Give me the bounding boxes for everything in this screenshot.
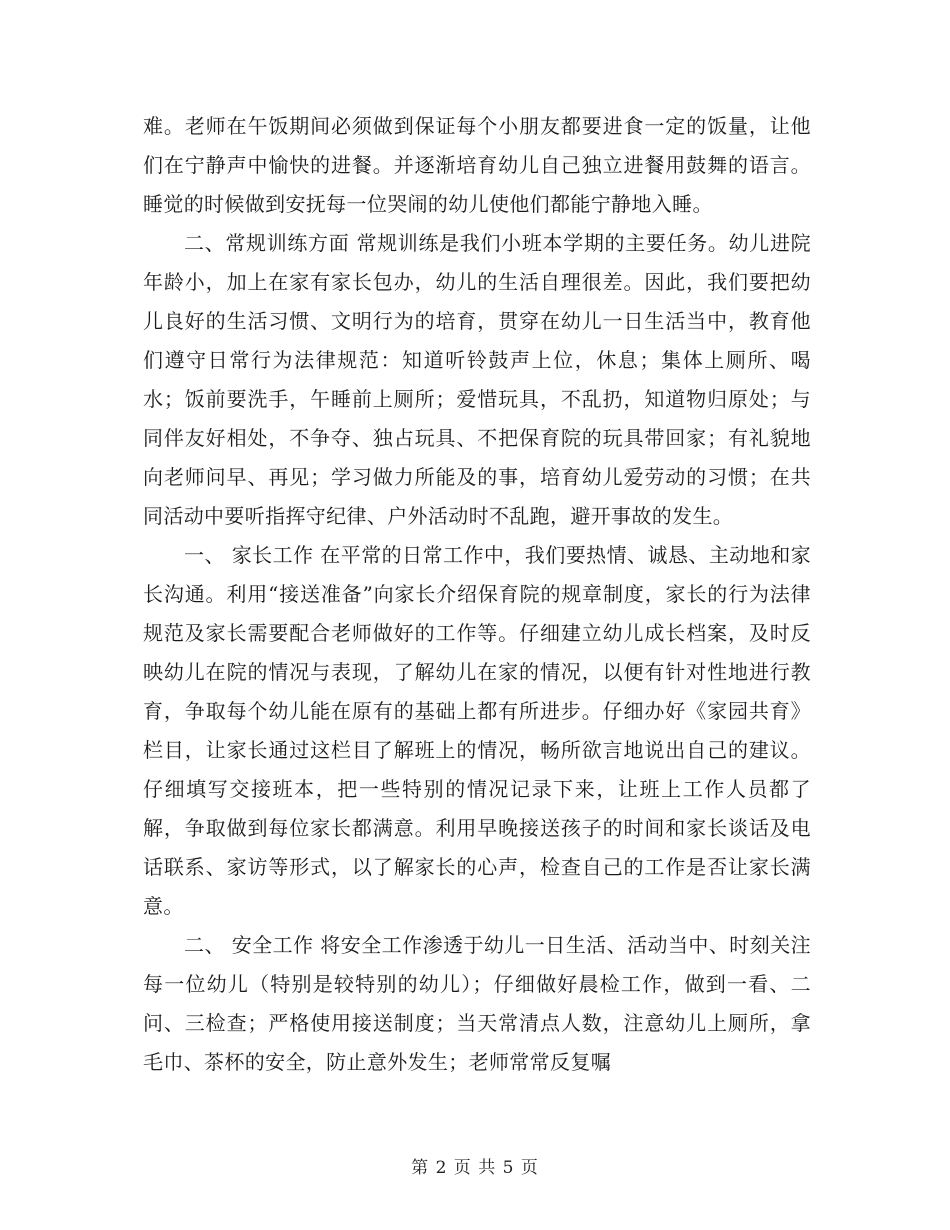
document-body [143,107,811,1082]
page-number-footer: 第 2 页 共 5 页 [411,1158,539,1178]
paragraph-parent-work: 一、 家长工作 在平常的日常工作中，我们要热情、诚恳、主动地和家长沟通。利用“接送准备”向家长介绍保育院的规章制度，家长的行为法律规范及家长需要配合老师做好的工作等。仔细建立幼儿成长档案，及时反映幼儿在院的情况与表现，了解幼儿在家的情况，以便有针对性地进行教育，争取每个幼儿能在原有的基础上都有所进步。仔细办好《家园共育》栏目，让家长通过这栏目了解班上的情况，畅所欲言地说出自己的建议。仔细填写交接班本，把一些特别的情况记录下来，让班上工作人员都了解，争取做到每位家长都满意。利用早晚接送孩子的时间和家长谈话及电话联系、家访等形式，以了解家长的心声，检查自己的工作是否让家长满意。 [143,543,811,918]
paragraph-continuation: 难。老师在午饭期间必须做到保证每个小朋友都要进食一定的饭量，让他们在宁静声中愉快的进餐。并逐渐培育幼儿自己独立进餐用鼓舞的语言。 睡觉的时候做到安抚每一位哭闹的幼儿使他们都能宁静地入睡。 [143,114,811,216]
paragraph-routine-training: 二、常规训练方面 常规训练是我们小班本学期的主要任务。幼儿进院年龄小，加上在家有家长包办，幼儿的生活自理很差。因此，我们要把幼儿良好的生活习惯、文明行为的培育，贯穿在幼儿一日生活当中，教育他们遵守日常行为法律规范：知道听铃鼓声上位，休息；集体上厕所、喝水；饭前要洗手，午睡前上厕所；爱惜玩具，不乱扔，知道物归原处；与同伴友好相处，不争夺、独占玩具、不把保育院的玩具带回家；有礼貌地向老师问早、再见；学习做力所能及的事，培育幼儿爱劳动的习惯；在共同活动中要听指挥守纪律、户外活动时不乱跑，避开事故的发生。 [143,231,811,528]
paragraph-safety-work: 二、 安全工作 将安全工作渗透于幼儿一日生活、活动当中、时刻关注每一位幼儿（特别是较特别的幼儿）；仔细做好晨检工作，做到一看、二问、三检查；严格使用接送制度；当天常清点人数，注意幼儿上厕所，拿毛巾、茶杯的安全，防止意外发生；老师常常反复嘱 [143,933,811,1074]
